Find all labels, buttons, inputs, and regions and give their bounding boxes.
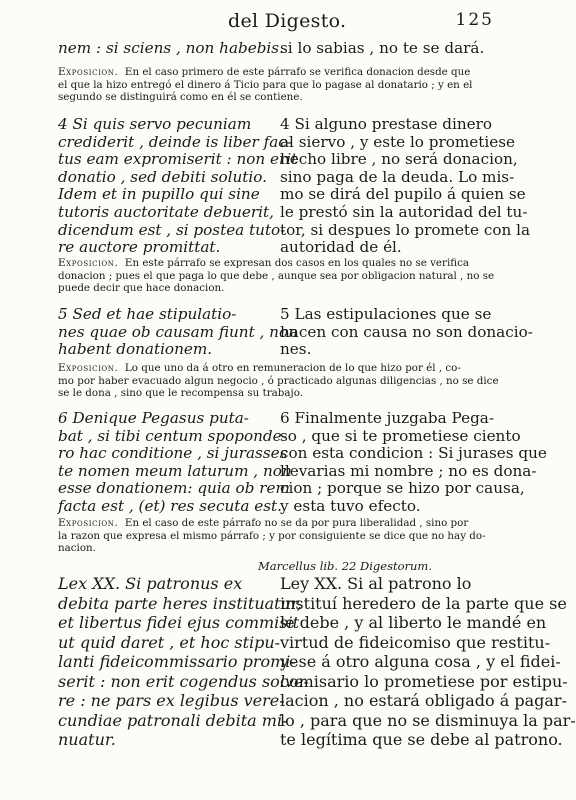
spanish-section-5: [280, 305, 533, 359]
text-line: lacion , no estará obligado á pagar-: [280, 691, 567, 710]
text-line: cion ; porque se hizo por causa,: [280, 479, 525, 498]
text-line: el que la hizo entregó el dinero á Ticio para que lo pagase al donatario ; y en el: [58, 78, 473, 91]
text-line: le prestó sin la autoridad del tu-: [280, 202, 528, 221]
text-line: nacion.: [58, 542, 96, 554]
exposicion-label: Exposicion.: [58, 66, 119, 78]
text-line: [58, 362, 490, 375]
text-segment: Lo que uno da á otro en remuneracion de lo que hizo por él , co-: [124, 362, 461, 374]
text-segment: En el caso de este párrafo no se da por pura liberalidad , sino por: [124, 517, 469, 529]
text-line: nem : si sciens , non habebis.: [58, 39, 284, 57]
text-line: lo , para que no se disminuya la par-: [280, 710, 576, 730]
text-line: hecho libre , no será donacion,: [280, 150, 518, 169]
text-line: donacion ; pues el que paga lo que debe , aunque sea por obligacion natural , no se: [58, 269, 495, 282]
text-line: facta est , (et) res secuta est.: [58, 496, 282, 515]
text-line: instituí heredero de la parte que se: [280, 593, 567, 613]
text-line: le debe , y al liberto le mandé en: [280, 613, 547, 632]
text-line: mo se dirá del pupilo á quien se: [280, 185, 526, 204]
text-line: ut quid daret , et hoc stipu-: [58, 632, 281, 652]
text-line: puede decir que hace donacion.: [58, 282, 225, 294]
exposicion-3: [58, 362, 499, 400]
text-line: re : ne pars ex legibus vere-: [58, 691, 285, 710]
running-title: del Digesto.: [228, 10, 347, 32]
text-line: 5 Sed et hae stipulatio-: [58, 305, 237, 323]
text-line: [58, 66, 490, 79]
text-line: 4 Si quis servo pecuniam: [58, 115, 252, 133]
text-line: tor, si despues lo promete con la: [280, 220, 531, 239]
text-line: dicendum est , si postea tuto-: [58, 220, 286, 239]
latin-section-4: [58, 115, 298, 257]
text-line: lanti fideicommissario promi-: [58, 652, 296, 671]
text-line: autoridad de él.: [280, 238, 402, 257]
text-line: 4 Si alguno prestase dinero: [280, 115, 493, 133]
text-line: et libertus fidei ejus commisit: [58, 613, 300, 632]
text-line: virtud de fideicomiso que restitu-: [280, 632, 551, 652]
latin-continuation: [58, 39, 284, 58]
text-line: Idem et in pupillo qui sine: [58, 185, 260, 204]
text-line: serit : non erit cogendus solve-: [58, 671, 309, 691]
running-header: [58, 10, 494, 34]
text-line: sino paga de la deuda. Lo mis-: [280, 167, 515, 186]
text-line: Ley XX. Si al patrono lo: [280, 574, 472, 593]
text-line: donatio , sed debiti solutio.: [58, 167, 267, 186]
spanish-section-4: [280, 115, 531, 257]
spanish-continuation: [280, 40, 490, 58]
spanish-section-6: [280, 409, 547, 516]
text-line: tus eam expromiserit : non erit: [58, 150, 298, 169]
text-line: habent donationem.: [58, 340, 213, 359]
text-line: Lex XX. Si patronus ex: [58, 574, 243, 593]
text-line: se le dona , sino que le recompensa su trabajo.: [58, 387, 303, 399]
text-line: [58, 257, 490, 270]
text-line: debita parte heres instituatur,: [58, 593, 302, 613]
text-line: crediderit , deinde is liber fac-: [58, 132, 292, 151]
exposicion-1: [58, 66, 490, 104]
exposicion-label: Exposicion.: [58, 257, 119, 269]
text-line: con esta condicion : Si jurases que: [280, 444, 547, 463]
text-line: te legítima que se debe al patrono.: [280, 730, 563, 749]
text-line: esse donationem: quia ob rem: [58, 479, 290, 498]
text-line: bat , si tibi centum spoponde-: [58, 426, 287, 445]
latin-section-5: [58, 305, 298, 359]
text-segment: En el caso primero de este párrafo se verifica donacion desde que: [124, 66, 471, 78]
text-line: nes.: [280, 340, 312, 359]
text-line: al siervo , y este lo prometiese: [280, 132, 516, 151]
text-line: nes quae ob causam fiunt , non: [58, 322, 298, 341]
text-line: tutoris auctoritate debuerit,: [58, 202, 274, 221]
text-line: llevarias mi nombre ; no es dona-: [280, 461, 537, 480]
text-line: re auctore promittat.: [58, 238, 221, 257]
text-segment: En este párrafo se expresan dos casos en los quales no se verifica: [124, 257, 470, 269]
text-line: 5 Las estipulaciones que se: [280, 305, 492, 323]
text-line: si lo sabias , no te se dará.: [280, 39, 485, 57]
text-line: comisario lo prometiese por estipu-: [280, 671, 568, 691]
text-line: 6 Finalmente juzgaba Pega-: [280, 409, 494, 427]
spanish-ley-20: [280, 574, 576, 750]
page-number: 125: [455, 10, 494, 30]
text-line: hacen con causa no son donacio-: [280, 322, 533, 341]
text-line: nuatur.: [58, 730, 116, 749]
latin-lex-20: [58, 574, 309, 750]
text-line: segundo se distinguirá como en él se contiene.: [58, 91, 303, 103]
text-line: so , que si te prometiese ciento: [280, 426, 521, 445]
text-line: la razon que expresa el mismo párrafo ; y por consiguiente se dice que no hay do-: [58, 529, 486, 542]
text-line: [58, 517, 490, 530]
text-line: y esta tuvo efecto.: [280, 496, 421, 515]
text-line: yese á otro alguna cosa , y el fidei-: [280, 652, 561, 671]
text-line: te nomen meum laturum , non: [58, 461, 292, 480]
text-line: ro hac conditione , si jurasses: [58, 444, 288, 463]
exposicion-label: Exposicion.: [58, 362, 119, 374]
latin-section-6: [58, 409, 292, 516]
text-line: cundiae patronali debita mi-: [58, 710, 288, 730]
exposicion-label: Exposicion.: [58, 517, 119, 529]
exposicion-2: [58, 257, 495, 295]
text-line: mo por haber evacuado algun negocio , ó practicado algunas diligencias , no se dice: [58, 374, 499, 387]
text-line: 6 Denique Pegasus puta-: [58, 409, 249, 427]
exposicion-4: [58, 517, 490, 555]
source-citation: Marcellus lib. 22 Digestorum.: [258, 559, 432, 573]
